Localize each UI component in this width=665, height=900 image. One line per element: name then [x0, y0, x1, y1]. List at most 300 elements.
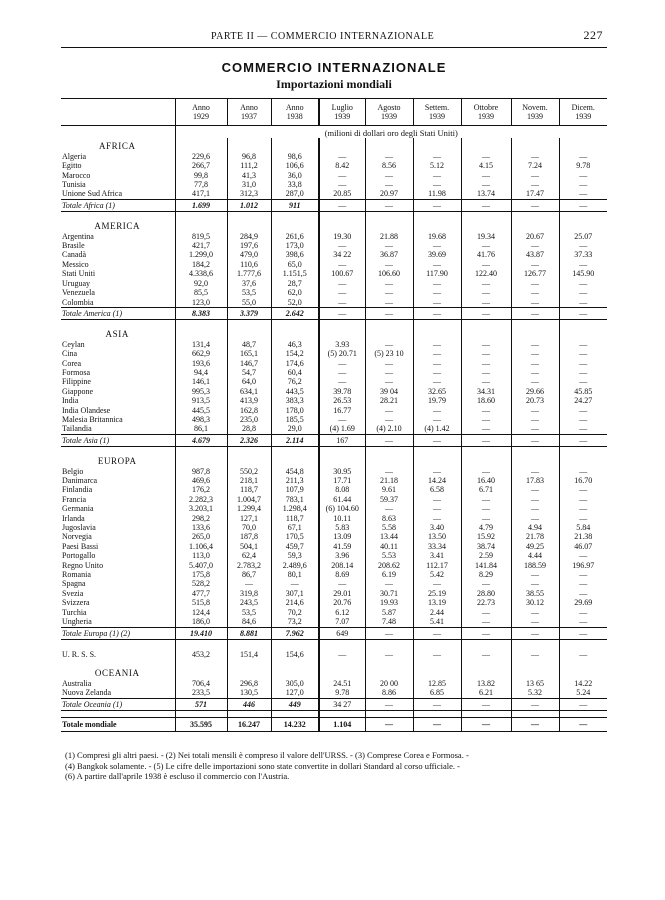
value-cell: — — [413, 368, 461, 377]
value-cell: 398,6 — [271, 250, 319, 259]
column-header-label: Settem. — [424, 103, 450, 112]
value-cell: 32.65 — [413, 387, 461, 396]
value-cell: 165,1 — [227, 349, 271, 358]
value-cell — [227, 453, 271, 466]
table-row — [61, 542, 607, 551]
value-cell — [559, 665, 607, 678]
value-cell: 64,0 — [227, 377, 271, 386]
value-cell: 6.85 — [413, 688, 461, 698]
value-cell: 31,0 — [227, 180, 271, 189]
table-row — [61, 467, 607, 476]
subtotal-label: Totale Asia (1) — [61, 434, 175, 446]
value-cell: 266,7 — [175, 161, 227, 170]
value-cell — [559, 218, 607, 231]
value-cell: 3.203,1 — [175, 504, 227, 513]
value-cell: 24.51 — [319, 679, 365, 688]
value-cell: — — [511, 307, 559, 319]
value-cell: — — [365, 579, 413, 588]
value-cell: — — [365, 307, 413, 319]
unit-note-row — [61, 126, 607, 139]
page-title: COMMERCIO INTERNAZIONALE — [221, 60, 447, 75]
value-cell: 184,2 — [175, 260, 227, 269]
value-cell: — — [319, 368, 365, 377]
value-cell: 34 27 — [319, 698, 365, 710]
value-cell — [271, 138, 319, 151]
value-cell: 6.58 — [413, 485, 461, 494]
value-cell: 76,2 — [271, 377, 319, 386]
value-cell — [271, 710, 319, 717]
table-row — [61, 504, 607, 513]
value-cell: — — [511, 650, 559, 659]
value-cell: — — [559, 152, 607, 161]
value-cell: 37.33 — [559, 250, 607, 259]
value-cell: — — [511, 368, 559, 377]
value-cell: 154,2 — [271, 349, 319, 358]
value-cell: — — [413, 288, 461, 297]
value-cell: — — [365, 359, 413, 368]
value-cell: 1.298,4 — [271, 504, 319, 513]
value-cell: 30.12 — [511, 598, 559, 607]
value-cell: 16.40 — [461, 476, 511, 485]
column-header-year: 1939 — [527, 112, 543, 121]
value-cell: 2.489,6 — [271, 561, 319, 570]
value-cell: — — [461, 504, 511, 513]
value-cell: 185,5 — [271, 415, 319, 424]
column-header — [227, 99, 271, 126]
value-cell: — — [365, 368, 413, 377]
country-name: Filippine — [62, 377, 91, 387]
blank-cell — [61, 710, 175, 717]
value-cell: — — [413, 579, 461, 588]
country-name: Germania — [62, 504, 94, 514]
value-cell: (5) 23 10 — [365, 349, 413, 358]
value-cell: — — [319, 199, 365, 211]
value-cell: (4) 1.69 — [319, 424, 365, 434]
value-cell: — — [511, 199, 559, 211]
value-cell: — — [559, 570, 607, 579]
table-row — [61, 608, 607, 617]
value-cell: — — [511, 617, 559, 627]
value-cell: — — [365, 171, 413, 180]
value-cell: — — [413, 514, 461, 523]
value-cell: — — [559, 368, 607, 377]
table-row — [61, 340, 607, 349]
value-cell: 28,8 — [227, 424, 271, 434]
table-row — [61, 424, 607, 434]
country-name: Unione Sud Africa — [62, 189, 122, 199]
value-cell: — — [559, 406, 607, 415]
value-cell: — — [511, 288, 559, 297]
value-cell: — — [319, 415, 365, 424]
column-header-label: Anno — [285, 103, 304, 112]
value-cell: — — [461, 608, 511, 617]
region-heading-row — [61, 218, 607, 231]
country-name: Nuova Zelanda — [62, 688, 112, 698]
value-cell — [413, 710, 461, 717]
value-cell: 106,6 — [271, 161, 319, 170]
column-header — [365, 99, 413, 126]
value-cell: 8.63 — [365, 514, 413, 523]
value-cell: — — [511, 298, 559, 308]
value-cell: — — [413, 415, 461, 424]
value-cell: 33.34 — [413, 542, 461, 551]
value-cell: 52,0 — [271, 298, 319, 308]
value-cell: 99,8 — [175, 171, 227, 180]
table-row — [61, 279, 607, 288]
value-cell: 421,7 — [175, 241, 227, 250]
value-cell: — — [413, 717, 461, 731]
value-cell: 39.69 — [413, 250, 461, 259]
value-cell — [461, 138, 511, 151]
table-row — [61, 171, 607, 180]
value-cell: 196.97 — [559, 561, 607, 570]
value-cell: — — [319, 579, 365, 588]
value-cell: 19.30 — [319, 232, 365, 241]
value-cell — [175, 326, 227, 339]
table-row — [61, 396, 607, 405]
value-cell: 16.247 — [227, 717, 271, 731]
value-cell: — — [413, 495, 461, 504]
value-cell: 193,6 — [175, 359, 227, 368]
value-cell: — — [365, 698, 413, 710]
country-name: Malesia Britannica — [62, 414, 123, 424]
value-cell: — — [413, 180, 461, 189]
value-cell: 312,3 — [227, 189, 271, 199]
value-cell: 13.09 — [319, 532, 365, 541]
value-cell: 477,7 — [175, 589, 227, 598]
country-name: Spagna — [62, 579, 86, 589]
value-cell: — — [461, 627, 511, 639]
value-cell: — — [413, 340, 461, 349]
table-row — [61, 152, 607, 161]
value-cell: 229,6 — [175, 152, 227, 161]
value-cell — [511, 710, 559, 717]
value-cell: 443,5 — [271, 387, 319, 396]
country-name: Tunisia — [62, 180, 86, 190]
table-row — [61, 570, 607, 579]
column-header — [461, 99, 511, 126]
country-name: Norvegia — [62, 532, 92, 542]
value-cell: — — [319, 180, 365, 189]
value-cell: — — [511, 717, 559, 731]
column-header-label: Dicem. — [571, 103, 595, 112]
value-cell: 13.82 — [461, 679, 511, 688]
value-cell: 3.41 — [413, 551, 461, 560]
value-cell: 5.42 — [413, 570, 461, 579]
value-cell: 8.881 — [227, 627, 271, 639]
column-header-label: Luglio — [331, 103, 353, 112]
running-title: PARTE II — COMMERCIO INTERNAZIONALE — [211, 31, 435, 42]
column-header-label: Anno — [240, 103, 258, 112]
value-cell: 498,3 — [175, 415, 227, 424]
value-cell: 22.73 — [461, 598, 511, 607]
value-cell: 35.595 — [175, 717, 227, 731]
value-cell: 6.21 — [461, 688, 511, 698]
value-cell: 10.11 — [319, 514, 365, 523]
value-cell: 449 — [271, 698, 319, 710]
value-cell: — — [413, 279, 461, 288]
table-row — [61, 650, 607, 659]
subtotal-row — [61, 307, 607, 319]
country-name: Colombia — [62, 297, 94, 307]
value-cell: — — [511, 359, 559, 368]
country-name: India Olandese — [62, 405, 111, 415]
value-cell: 70,0 — [227, 523, 271, 532]
column-header-year: 1939 — [334, 112, 351, 121]
value-cell: — — [461, 514, 511, 523]
table-row — [61, 523, 607, 532]
country-name: Brasile — [62, 241, 85, 251]
value-cell: 319,8 — [227, 589, 271, 598]
value-cell: 24.27 — [559, 396, 607, 405]
value-cell — [175, 665, 227, 678]
value-cell — [413, 453, 461, 466]
value-cell: — — [319, 171, 365, 180]
value-cell: 995,3 — [175, 387, 227, 396]
value-cell: 8.383 — [175, 307, 227, 319]
table-row — [61, 189, 607, 199]
value-cell: 60,4 — [271, 368, 319, 377]
region-heading: AMERICA — [94, 221, 141, 232]
value-cell: 8.69 — [319, 570, 365, 579]
value-cell: 188.59 — [511, 561, 559, 570]
value-cell: (4) 1.42 — [413, 424, 461, 434]
value-cell: 19.79 — [413, 396, 461, 405]
value-cell: 284,9 — [227, 232, 271, 241]
region-heading: AFRICA — [98, 141, 136, 152]
value-cell: 662,9 — [175, 349, 227, 358]
value-cell: 14.232 — [271, 717, 319, 731]
value-cell: 8.42 — [319, 161, 365, 170]
value-cell: — — [461, 171, 511, 180]
value-cell: 26.53 — [319, 396, 365, 405]
column-header-year: 1939 — [575, 112, 592, 121]
value-cell: 29.66 — [511, 387, 559, 396]
value-cell: 6.71 — [461, 485, 511, 494]
column-header — [271, 99, 319, 126]
value-cell — [559, 326, 607, 339]
value-cell — [227, 138, 271, 151]
value-cell: 5.84 — [559, 523, 607, 532]
table-row — [61, 180, 607, 189]
value-cell: — — [413, 199, 461, 211]
value-cell: 28.80 — [461, 589, 511, 598]
value-cell: — — [511, 504, 559, 513]
value-cell: 11.98 — [413, 189, 461, 199]
column-header — [511, 99, 559, 126]
value-cell — [511, 326, 559, 339]
value-cell: 173,0 — [271, 241, 319, 250]
value-cell: — — [559, 579, 607, 588]
table-row — [61, 359, 607, 368]
value-cell — [271, 665, 319, 678]
table-row — [61, 377, 607, 386]
table-row — [61, 495, 607, 504]
value-cell — [413, 665, 461, 678]
value-cell: — — [413, 298, 461, 308]
subtotal-label: Totale Europa (1) (2) — [61, 627, 175, 639]
value-cell: — — [413, 359, 461, 368]
value-cell: — — [365, 650, 413, 659]
value-cell: 6.19 — [365, 570, 413, 579]
value-cell: 130,5 — [227, 688, 271, 698]
value-cell: — — [511, 485, 559, 494]
country-name: Argentina — [62, 231, 94, 241]
value-cell: 21.38 — [559, 532, 607, 541]
value-cell: — — [461, 495, 511, 504]
value-cell: 54,7 — [227, 368, 271, 377]
value-cell: — — [461, 279, 511, 288]
value-cell: — — [559, 415, 607, 424]
value-cell: 218,1 — [227, 476, 271, 485]
value-cell: — — [559, 434, 607, 446]
value-cell: 48,7 — [227, 340, 271, 349]
value-cell: 413,9 — [227, 396, 271, 405]
table-row — [61, 476, 607, 485]
value-cell: — — [511, 570, 559, 579]
table-row — [61, 561, 607, 570]
value-cell: — — [559, 514, 607, 523]
value-cell: 14.22 — [559, 679, 607, 688]
value-cell: — — [461, 415, 511, 424]
value-cell: 5.12 — [413, 161, 461, 170]
value-cell: 14.24 — [413, 476, 461, 485]
value-cell: 86,7 — [227, 570, 271, 579]
table-row — [61, 688, 607, 698]
value-cell: 38.55 — [511, 589, 559, 598]
value-cell: 634,1 — [227, 387, 271, 396]
value-cell: 12.85 — [413, 679, 461, 688]
value-cell: 13.19 — [413, 598, 461, 607]
value-cell: 913,5 — [175, 396, 227, 405]
region-heading-row — [61, 138, 607, 151]
country-name: U. R. S. S. — [62, 649, 97, 659]
value-cell: — — [559, 650, 607, 659]
value-cell — [511, 138, 559, 151]
value-cell: 819,5 — [175, 232, 227, 241]
value-cell — [227, 710, 271, 717]
value-cell: — — [511, 260, 559, 269]
value-cell: — — [461, 180, 511, 189]
value-cell: 16.77 — [319, 406, 365, 415]
value-cell: — — [511, 152, 559, 161]
value-cell: 4.679 — [175, 434, 227, 446]
value-cell: — — [365, 152, 413, 161]
value-cell: 307,1 — [271, 589, 319, 598]
region-heading: OCEANIA — [94, 668, 140, 679]
value-cell: — — [559, 617, 607, 627]
value-cell: 783,1 — [271, 495, 319, 504]
value-cell: 77,8 — [175, 180, 227, 189]
value-cell: — — [413, 260, 461, 269]
value-cell: — — [559, 298, 607, 308]
value-cell: 243,5 — [227, 598, 271, 607]
value-cell: — — [559, 424, 607, 434]
value-cell: 2.326 — [227, 434, 271, 446]
value-cell: 9.61 — [365, 485, 413, 494]
value-cell: — — [413, 650, 461, 659]
page-subtitle: Importazioni mondiali — [276, 77, 392, 91]
imports-table — [61, 98, 607, 732]
value-cell: 53,5 — [227, 288, 271, 297]
value-cell: 178,0 — [271, 406, 319, 415]
table-row — [61, 532, 607, 541]
value-cell: 30.95 — [319, 467, 365, 476]
value-cell — [271, 326, 319, 339]
value-cell: 2.783,2 — [227, 561, 271, 570]
country-name: India — [62, 396, 79, 406]
value-cell: 37,6 — [227, 279, 271, 288]
value-cell — [365, 326, 413, 339]
country-name: Portogallo — [62, 551, 96, 561]
value-cell: 13 65 — [511, 679, 559, 688]
value-cell: — — [559, 359, 607, 368]
value-cell — [413, 218, 461, 231]
value-cell: 20 00 — [365, 679, 413, 688]
value-cell: — — [461, 717, 511, 731]
value-cell: 649 — [319, 627, 365, 639]
value-cell: 36,0 — [271, 171, 319, 180]
country-name: Canadà — [62, 250, 86, 260]
value-cell — [365, 453, 413, 466]
value-cell: 9.78 — [319, 688, 365, 698]
country-name: Ceylan — [62, 339, 85, 349]
country-name: Irlanda — [62, 513, 85, 523]
value-cell: 86,1 — [175, 424, 227, 434]
value-cell: 7.24 — [511, 161, 559, 170]
value-cell: 18.60 — [461, 396, 511, 405]
value-cell: 2.282,3 — [175, 495, 227, 504]
value-cell: 197,6 — [227, 241, 271, 250]
value-cell: — — [365, 340, 413, 349]
value-cell: 8.29 — [461, 570, 511, 579]
value-cell: 445,5 — [175, 406, 227, 415]
subtotal-label: Totale America (1) — [61, 307, 175, 319]
value-cell: — — [511, 514, 559, 523]
value-cell: 187,8 — [227, 532, 271, 541]
value-cell — [559, 138, 607, 151]
column-header-year: 1937 — [241, 112, 257, 121]
value-cell: 186,0 — [175, 617, 227, 627]
country-name: Belgio — [62, 466, 84, 476]
value-cell — [319, 138, 365, 151]
region-heading-row — [61, 665, 607, 678]
value-cell: — — [413, 467, 461, 476]
table-row — [61, 269, 607, 278]
value-cell: 175,8 — [175, 570, 227, 579]
value-cell: 1.299,0 — [175, 250, 227, 259]
value-cell: 167 — [319, 434, 365, 446]
table-row — [61, 387, 607, 396]
value-cell: 2.44 — [413, 608, 461, 617]
table-row — [61, 679, 607, 688]
value-cell: 46.07 — [559, 542, 607, 551]
table-row — [61, 250, 607, 259]
value-cell: 5.87 — [365, 608, 413, 617]
value-cell: — — [319, 288, 365, 297]
value-cell: 2.642 — [271, 307, 319, 319]
value-cell: 233,5 — [175, 688, 227, 698]
value-cell: 29,0 — [271, 424, 319, 434]
value-cell: 49.25 — [511, 542, 559, 551]
value-cell: — — [319, 279, 365, 288]
value-cell: 25.19 — [413, 589, 461, 598]
document-page — [61, 28, 607, 782]
value-cell: 92,0 — [175, 279, 227, 288]
footnote-line: (6) A partire dall'aprile 1938 è escluso il commercio con l'Austria. — [65, 771, 290, 782]
table-row — [61, 161, 607, 170]
value-cell: — — [559, 279, 607, 288]
